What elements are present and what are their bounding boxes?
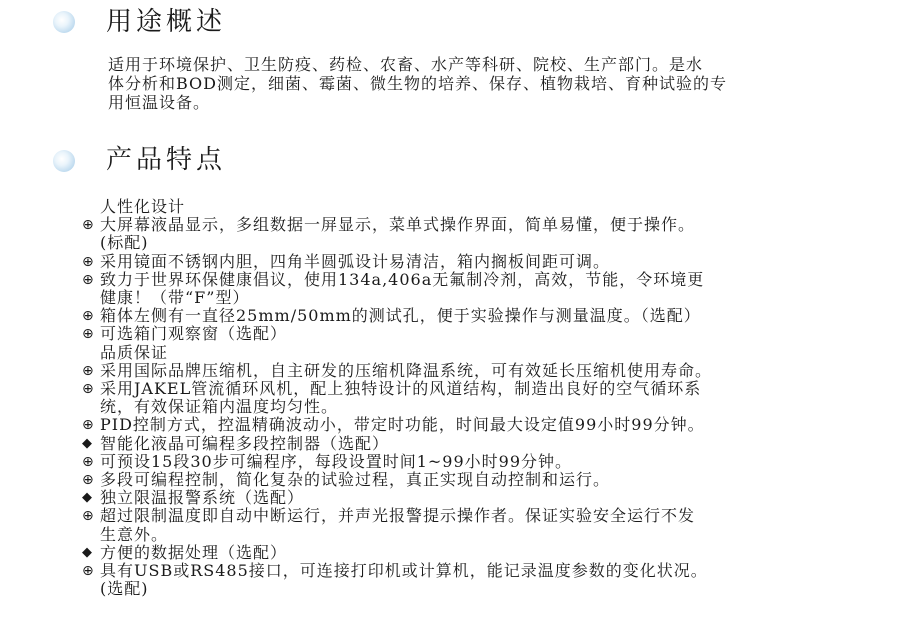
feature-item-text: 智能化液晶可编程多段控制器（选配） [100,433,390,453]
usage-text-line: 适用于环境保护、卫生防疫、药检、农畜、水产等科研、院校、生产部门。是水 [108,55,704,74]
circle-plus-icon: ⊕ [82,308,95,325]
feature-item-text: 箱体左侧有一直径25mm/50mm的测试孔，便于实验操作与测量温度。（选配） [100,306,701,326]
circle-plus-icon: ⊕ [82,362,95,379]
circle-plus-icon: ⊕ [82,453,95,470]
feature-item [82,380,862,398]
circle-plus-icon: ⊕ [82,563,95,580]
circle-plus-icon: ⊕ [82,508,95,525]
diamond-icon: ◆ [82,435,93,451]
feature-item-text: 方便的数据处理（选配） [100,542,288,562]
circle-plus-icon: ⊕ [82,253,95,270]
circle-plus-icon: ⊕ [82,217,95,234]
feature-item-text: 采用JAKEL管流循环风机，配上独特设计的风道结构，制造出良好的空气循环系 [100,379,702,399]
feature-item [82,507,862,525]
feature-item-text: 致力于世界环保健康倡议，使用134a,406a无氟制冷剂，高效，节能，令环境更 [100,269,705,289]
feature-item-text: 具有USB或RS485接口，可连接打印机或计算机，能记录温度参数的变化状况。 [100,561,708,581]
feature-item [82,416,862,434]
feature-subheading: 品质保证 [100,342,169,362]
features-list [82,198,862,598]
feature-item-continuation: 健康！（带“F”型） [100,288,250,308]
feature-item [82,325,862,343]
feature-item-text: PID控制方式，控温精确波动小，带定时功能，时间最大设定值99小时99分钟。 [100,415,705,435]
diamond-icon: ◆ [82,544,93,560]
feature-item-continuation: 生意外。 [100,524,169,544]
feature-item-text: 独立限温报警系统（选配） [100,488,305,508]
circle-plus-icon: ⊕ [82,271,95,288]
section-bullet-icon-features [53,150,75,172]
feature-item-text: 采用国际品牌压缩机，自主研发的压缩机降温系统，可有效延长压缩机使用寿命。 [100,360,713,380]
feature-item-text: 多段可编程控制，简化复杂的试验过程，真正实现自动控制和运行。 [100,470,611,490]
usage-section-title: 用途概述 [106,7,227,37]
feature-item-continuation: 统，有效保证箱内温度均匀性。 [100,397,339,417]
feature-item-text: 采用镜面不锈钢内胆，四角半圆弧设计易清洁，箱内搁板间距可调。 [100,251,611,271]
diamond-icon: ◆ [82,490,93,506]
feature-item [82,271,862,289]
feature-item [82,453,862,471]
usage-description [108,55,848,112]
feature-item [82,544,862,562]
feature-item-text: 大屏幕液晶显示，多组数据一屏显示，菜单式操作界面，简单易懂，便于操作。 [100,215,696,235]
features-section-title: 产品特点 [106,145,227,175]
feature-item [82,307,862,325]
circle-plus-icon: ⊕ [82,326,95,343]
feature-item-text: 超过限制温度即自动中断运行，并声光报警提示操作者。保证实验安全运行不发 [100,506,696,526]
feature-item [82,253,862,271]
circle-plus-icon: ⊕ [82,417,95,434]
feature-subheading: 人性化设计 [100,197,186,216]
usage-text-line: 用恒温设备。 [108,93,211,112]
section-bullet-icon-usage [53,11,75,33]
feature-item [82,435,862,453]
circle-plus-icon: ⊕ [82,381,95,398]
feature-item [82,362,862,380]
feature-item [82,562,862,580]
circle-plus-icon: ⊕ [82,472,95,489]
feature-item-text: 可选箱门观察窗（选配） [100,324,288,344]
feature-item-text: 可预设15段30步可编程序，每段设置时间1~99小时99分钟。 [100,451,573,471]
usage-text-line: 体分析和BOD测定，细菌、霉菌、微生物的培养、保存、植物栽培、育种试验的专 [108,74,728,93]
feature-item-continuation: (选配) [100,579,149,599]
feature-item [82,216,862,234]
feature-item-continuation: (标配) [100,233,149,253]
feature-item [82,471,862,489]
feature-item [82,489,862,507]
